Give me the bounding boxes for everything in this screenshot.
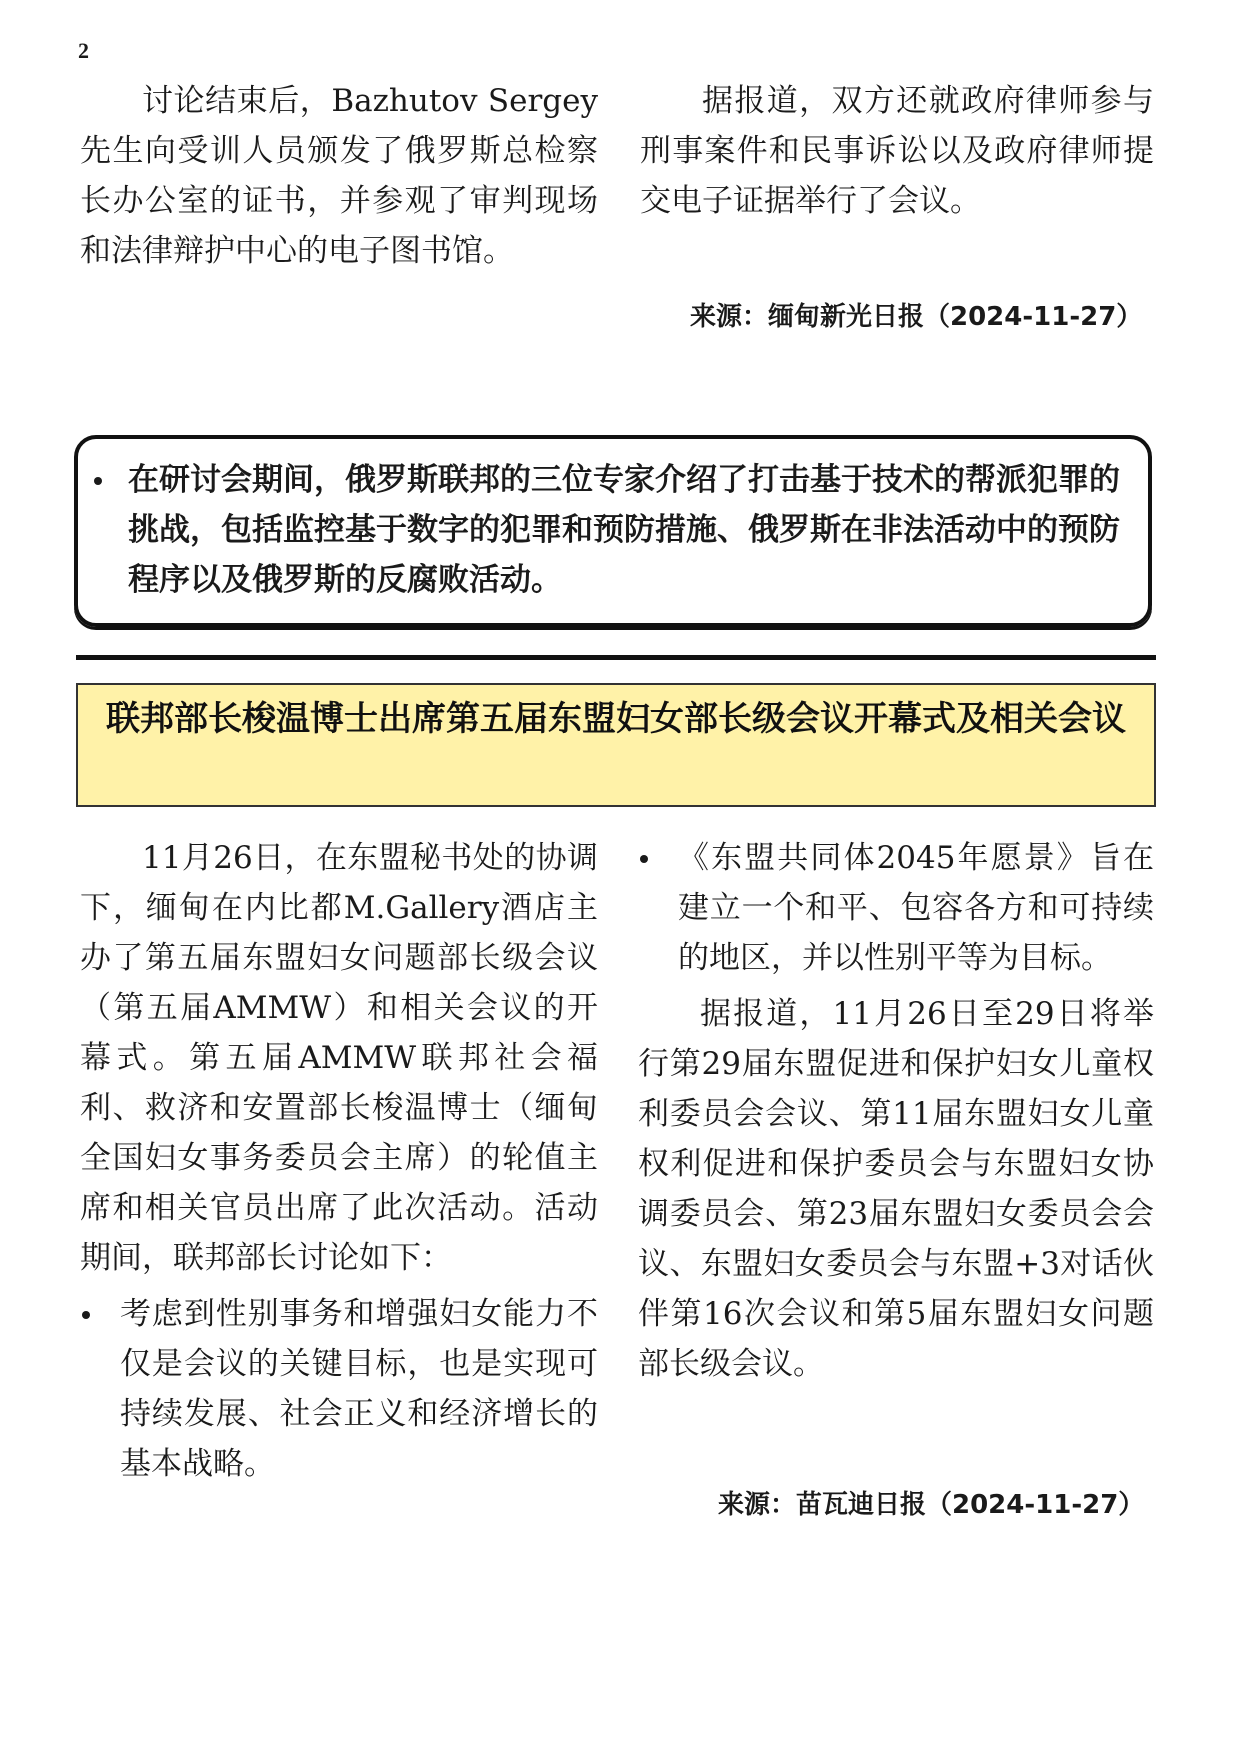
article-right-column (638, 833, 1154, 1389)
list-item (80, 1289, 598, 1489)
bullet-icon (640, 855, 648, 863)
top-left-column (80, 76, 598, 276)
article-right-bullet-list (638, 833, 1154, 983)
top-right-column (640, 76, 1154, 226)
article-left-column (80, 833, 598, 1489)
article-right-bullet-text: 《东盟共同体2045年愿景》旨在建立一个和平、包容各方和可持续的地区，并以性别平等为目标。 (678, 840, 1154, 976)
page-number: 2 (78, 38, 89, 63)
article-left-bullet-list (80, 1289, 598, 1489)
bullet-icon (82, 1311, 90, 1319)
article-left-paragraph: 11月26日，在东盟秘书处的协调下，缅甸在内比都M.Gallery酒店主办了第五届东盟妇女问题部长级会议（第五届AMMW）和相关会议的开幕式。第五届AMMW联邦社会福利、救济和安置部长梭温博士（缅甸全国妇女事务委员会主席）的轮值主席和相关官员出席了此次活动。活动期间，联邦部长讨论如下： (80, 840, 598, 1276)
article-right-paragraph: 据报道，11月26日至29日将举行第29届东盟促进和保护妇女儿童权利委员会会议、第11届东盟妇女儿童权利促进和保护委员会与东盟妇女协调委员会、第23届东盟妇女委员会会议、东盟妇女委员会与东盟+3对话伙伴第16次会议和第5届东盟妇女问题部长级会议。 (638, 996, 1154, 1382)
callout-text: 在研讨会期间，俄罗斯联邦的三位专家介绍了打击基于技术的帮派犯罪的挑战，包括监控基于数字的犯罪和预防措施、俄罗斯在非法活动中的预防程序以及俄罗斯的反腐败活动。 (128, 462, 1120, 598)
section-divider (76, 655, 1156, 660)
top-left-paragraph: 讨论结束后，Bazhutov Sergey先生向受训人员颁发了俄罗斯总检察长办公室的证书，并参观了审判现场和法律辩护中心的电子图书馆。 (80, 83, 598, 269)
bullet-icon (94, 477, 102, 485)
top-source-line: 来源：缅甸新光日报（2024-11-27） (690, 302, 1143, 332)
list-item (638, 833, 1154, 983)
top-right-paragraph: 据报道，双方还就政府律师参与刑事案件和民事诉讼以及政府律师提交电子证据举行了会议。 (640, 83, 1154, 219)
callout-bullet-item (90, 455, 1130, 605)
article-source-line: 来源：苗瓦迪日报（2024-11-27） (718, 1490, 1145, 1520)
callout-box (74, 435, 1152, 627)
article-left-bullet-text: 考虑到性别事务和增强妇女能力不仅是会议的关键目标，也是实现可持续发展、社会正义和经济增长的基本战略。 (120, 1296, 598, 1482)
article-headline: 联邦部长梭温博士出席第五届东盟妇女部长级会议开幕式及相关会议 (76, 683, 1156, 807)
